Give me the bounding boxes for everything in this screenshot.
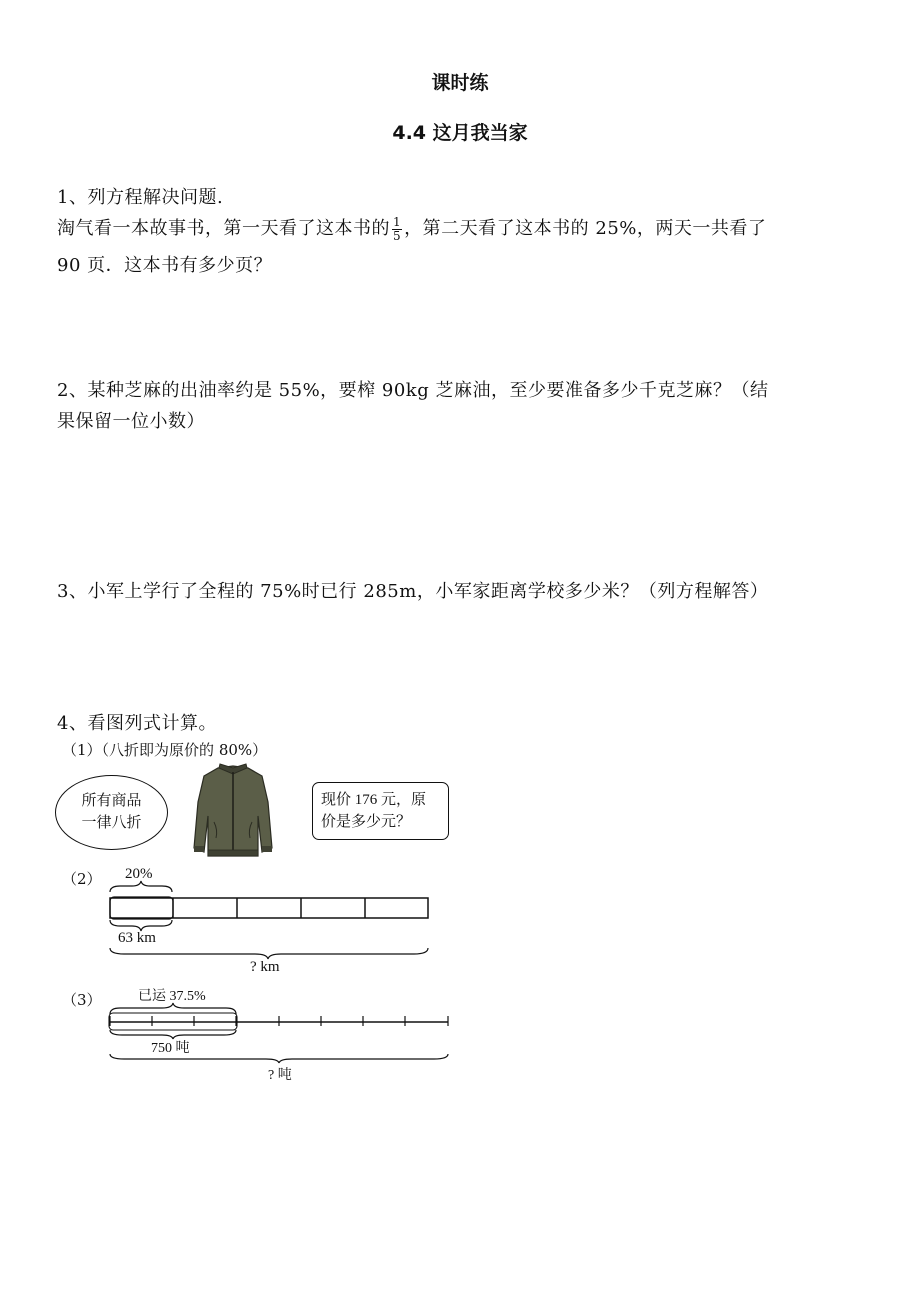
oval-line2: 一律八折 — [81, 815, 142, 831]
part3-total-label: ? 吨 — [268, 1068, 292, 1083]
oval-line1: 所有商品 — [81, 793, 142, 809]
sale-oval — [55, 775, 168, 850]
price-box — [312, 782, 449, 840]
q1-text-b: ，第二天看了这本书的 25%，两天一共看了 — [404, 218, 767, 239]
q4-part3-label: （3） — [62, 991, 102, 1009]
part2-bar-diagram — [100, 880, 440, 960]
fraction-one-fifth — [392, 216, 402, 243]
part2-top-label: 20% — [125, 866, 153, 882]
part2-total-label: ? km — [250, 959, 280, 975]
lesson-subtitle: 4.4 这月我当家 — [392, 122, 528, 144]
question-2 — [57, 375, 877, 437]
question-3: 3、小军上学行了全程的 75%时已行 285m，小军家距离学校多少米？（列方程解答） — [57, 581, 769, 602]
part2-part-brace — [110, 920, 172, 931]
fraction-denominator: 5 — [393, 228, 402, 243]
q1-line1 — [57, 213, 877, 244]
q4-heading: 4、看图列式计算。 — [57, 713, 217, 734]
part3-part-label: 750 吨 — [151, 1041, 190, 1056]
q1-text-a: 淘气看一本故事书，第一天看了这本书的 — [57, 218, 390, 239]
fraction-numerator: 1 — [393, 214, 402, 229]
part2-highlight — [110, 897, 173, 919]
question-1 — [57, 182, 877, 281]
part2-bar — [110, 898, 428, 918]
part2-top-brace — [110, 881, 172, 892]
q4-part1-label: （1）（八折即为原价的 80%） — [62, 741, 268, 759]
part3-total-brace — [110, 1054, 448, 1063]
part3-line-diagram — [100, 1000, 460, 1065]
q1-heading: 1、列方程解决问题. — [57, 187, 224, 208]
q4-part2-label: （2） — [62, 870, 102, 888]
part3-top-brace — [110, 1003, 236, 1014]
part3-top-label: 已运 37.5% — [138, 989, 206, 1004]
q2-line1: 2、某种芝麻的出油率约是 55%，要榨 90kg 芝麻油，至少要准备多少千克芝麻？（结 — [57, 380, 769, 401]
box-line2: 价是多少元？ — [321, 814, 412, 830]
q1-line2: 90 页．这本书有多少页？ — [57, 255, 273, 276]
part2-total-brace — [110, 948, 428, 959]
part3-part-brace — [110, 1030, 236, 1039]
box-line1: 现价 176 元，原 — [321, 792, 427, 808]
page-title: 课时练 — [431, 72, 489, 94]
part2-part-label: 63 km — [118, 930, 156, 946]
jacket-image — [188, 762, 278, 860]
q2-line2: 果保留一位小数） — [57, 411, 205, 432]
